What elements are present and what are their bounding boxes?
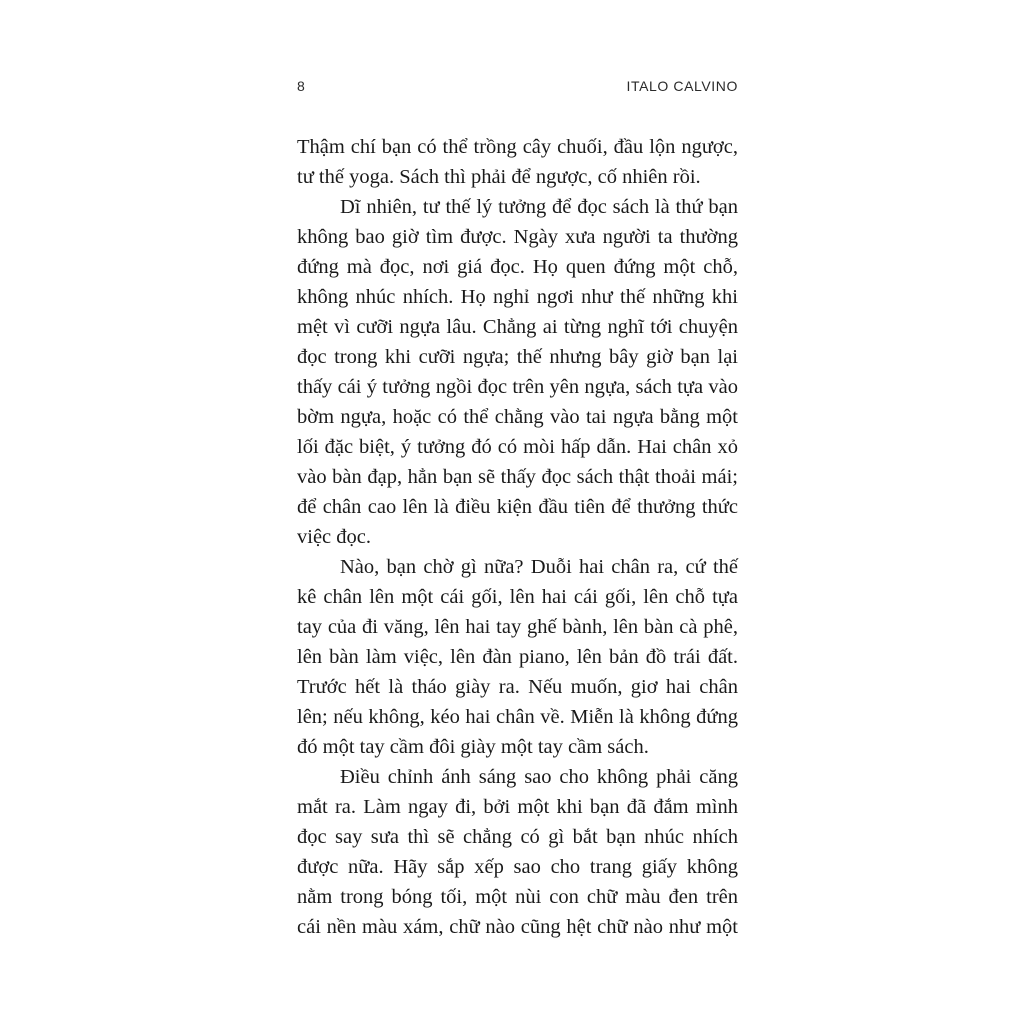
text-line: bờm ngựa, hoặc có thể chằng vào tai ngựa bằng một (297, 406, 738, 428)
text-line: nằm trong bóng tối, một nùi con chữ màu đen trên (297, 886, 738, 908)
text-line: cái nền màu xám, chữ nào cũng hệt chữ nào như một (297, 916, 738, 938)
text-line: thấy cái ý tưởng ngồi đọc trên yên ngựa, sách tựa vào (297, 376, 738, 398)
text-line: để chân cao lên là điều kiện đầu tiên để thưởng thức (297, 496, 738, 518)
text-line: đó một tay cầm đôi giày một tay cầm sách. (297, 736, 649, 758)
page-number: 8 (297, 78, 306, 94)
text-line: mệt vì cưỡi ngựa lâu. Chẳng ai từng nghĩ tới chuyện (297, 316, 738, 338)
text-line: vào bàn đạp, hẳn bạn sẽ thấy đọc sách thật thoải mái; (297, 466, 738, 488)
running-head (297, 78, 738, 100)
text-line: được nữa. Hãy sắp xếp sao cho trang giấy không (297, 856, 738, 878)
text-line: không nhúc nhích. Họ nghỉ ngơi như thế những khi (297, 286, 738, 308)
text-line: Nào, bạn chờ gì nữa? Duỗi hai chân ra, cứ thế (340, 556, 738, 578)
text-line: việc đọc. (297, 526, 371, 548)
author-name: ITALO CALVINO (626, 78, 738, 94)
text-line: Điều chỉnh ánh sáng sao cho không phải căng (340, 766, 738, 788)
text-line: lên; nếu không, kéo hai chân về. Miễn là không đứng (297, 706, 738, 728)
text-line: Trước hết là tháo giày ra. Nếu muốn, giơ hai chân (297, 676, 738, 698)
text-line: Thậm chí bạn có thể trồng cây chuối, đầu lộn ngược, (297, 136, 738, 158)
text-line: tay của đi văng, lên hai tay ghế bành, lên bàn cà phê, (297, 616, 738, 638)
text-line: đọc say sưa thì sẽ chẳng có gì bắt bạn nhúc nhích (297, 826, 738, 848)
text-line: không bao giờ tìm được. Ngày xưa người ta thường (297, 226, 738, 248)
text-line: kê chân lên một cái gối, lên hai cái gối, lên chỗ tựa (297, 586, 738, 608)
text-line: mắt ra. Làm ngay đi, bởi một khi bạn đã đắm mình (297, 796, 738, 818)
text-line: đọc trong khi cưỡi ngựa; thế nhưng bây giờ bạn lại (297, 346, 738, 368)
text-line: Dĩ nhiên, tư thế lý tưởng để đọc sách là thứ bạn (340, 196, 738, 218)
text-line: lên bàn làm việc, lên đàn piano, lên bản đồ trái đất. (297, 646, 738, 668)
text-line: tư thế yoga. Sách thì phải để ngược, cố nhiên rồi. (297, 166, 701, 188)
body-text (297, 132, 738, 942)
text-line: lối đặc biệt, ý tưởng đó có mòi hấp dẫn. Hai chân xỏ (297, 436, 738, 458)
text-line: đứng mà đọc, nơi giá đọc. Họ quen đứng một chỗ, (297, 256, 738, 278)
